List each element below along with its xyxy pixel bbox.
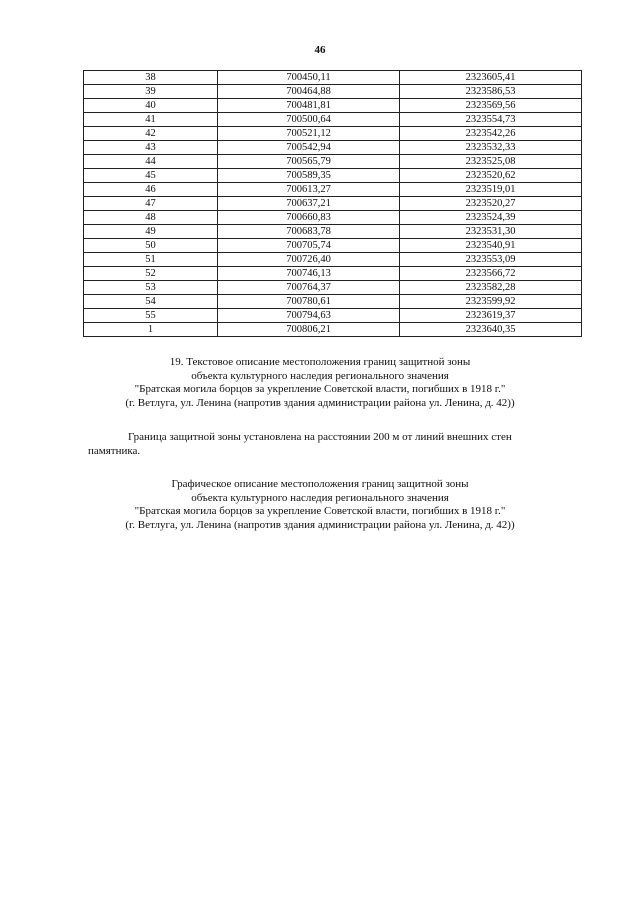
x-coordinate-cell: 700613,27	[218, 183, 400, 197]
point-number-cell: 46	[84, 183, 218, 197]
y-coordinate-cell: 2323540,91	[400, 239, 582, 253]
x-coordinate-cell: 700806,21	[218, 323, 400, 337]
x-coordinate-cell: 700683,78	[218, 225, 400, 239]
table-row	[84, 85, 582, 99]
x-coordinate-cell: 700660,83	[218, 211, 400, 225]
x-coordinate-cell: 700705,74	[218, 239, 400, 253]
table-row	[84, 225, 582, 239]
y-coordinate-cell: 2323619,37	[400, 309, 582, 323]
y-coordinate-cell: 2323582,28	[400, 281, 582, 295]
point-number-cell: 52	[84, 267, 218, 281]
point-number-cell: 55	[84, 309, 218, 323]
point-number-cell: 49	[84, 225, 218, 239]
point-number-cell: 48	[84, 211, 218, 225]
x-coordinate-cell: 700726,40	[218, 253, 400, 267]
text-heading-line-1: 19. Текстовое описание местоположения границ защитной зоны	[169, 356, 471, 368]
x-coordinate-cell: 700464,88	[218, 85, 400, 99]
table-row	[84, 155, 582, 169]
x-coordinate-cell: 700637,21	[218, 197, 400, 211]
y-coordinate-cell: 2323542,26	[400, 127, 582, 141]
point-number-cell: 53	[84, 281, 218, 295]
y-coordinate-cell: 2323520,62	[400, 169, 582, 183]
y-coordinate-cell: 2323605,41	[400, 71, 582, 85]
x-coordinate-cell: 700481,81	[218, 99, 400, 113]
x-coordinate-cell: 700746,13	[218, 267, 400, 281]
point-number-cell: 42	[84, 127, 218, 141]
coordinates-table	[83, 70, 582, 337]
graphic-heading-line-2: объекта культурного наследия регионального значения	[191, 491, 449, 504]
point-number-cell: 51	[84, 253, 218, 267]
table-row	[84, 253, 582, 267]
y-coordinate-cell: 2323569,56	[400, 99, 582, 113]
table-row	[84, 99, 582, 113]
coordinates-table-body	[84, 71, 582, 337]
point-number-cell: 40	[84, 99, 218, 113]
boundary-paragraph-line-1: Граница защитной зоны установлена на расстоянии 200 м от линий внешних стен	[128, 431, 512, 443]
point-number-cell: 41	[84, 113, 218, 127]
table-row	[84, 71, 582, 85]
table-row	[84, 295, 582, 309]
table-row	[84, 323, 582, 337]
y-coordinate-cell: 2323553,09	[400, 253, 582, 267]
point-number-cell: 44	[84, 155, 218, 169]
point-number-cell: 45	[84, 169, 218, 183]
boundary-paragraph	[88, 431, 588, 458]
point-number-cell: 1	[84, 323, 218, 337]
x-coordinate-cell: 700780,61	[218, 295, 400, 309]
point-number-cell: 47	[84, 197, 218, 211]
table-row	[84, 113, 582, 127]
table-row	[84, 141, 582, 155]
table-row	[84, 197, 582, 211]
point-number-cell: 54	[84, 295, 218, 309]
text-heading-line-2: объекта культурного наследия регионального значения	[191, 369, 449, 382]
boundary-paragraph-line-2: памятника.	[88, 444, 141, 457]
text-heading-line-4: (г. Ветлуга, ул. Ленина (напротив здания администрации района ул. Ленина, д. 42))	[125, 396, 515, 409]
y-coordinate-cell: 2323586,53	[400, 85, 582, 99]
x-coordinate-cell: 700794,63	[218, 309, 400, 323]
point-number-cell: 39	[84, 85, 218, 99]
table-row	[84, 169, 582, 183]
graphic-description-heading	[60, 478, 580, 532]
point-number-cell: 38	[84, 71, 218, 85]
y-coordinate-cell: 2323519,01	[400, 183, 582, 197]
y-coordinate-cell: 2323532,33	[400, 141, 582, 155]
y-coordinate-cell: 2323554,73	[400, 113, 582, 127]
graphic-heading-line-1: Графическое описание местоположения границ защитной зоны	[171, 478, 469, 490]
y-coordinate-cell: 2323531,30	[400, 225, 582, 239]
x-coordinate-cell: 700542,94	[218, 141, 400, 155]
y-coordinate-cell: 2323520,27	[400, 197, 582, 211]
point-number-cell: 43	[84, 141, 218, 155]
table-row	[84, 127, 582, 141]
text-heading-line-3: "Братская могила борцов за укрепление Советской власти, погибших в 1918 г."	[134, 383, 506, 395]
table-row	[84, 211, 582, 225]
table-row	[84, 239, 582, 253]
page-number: 46	[314, 44, 326, 56]
x-coordinate-cell: 700450,11	[218, 71, 400, 85]
y-coordinate-cell: 2323640,35	[400, 323, 582, 337]
x-coordinate-cell: 700500,64	[218, 113, 400, 127]
x-coordinate-cell: 700565,79	[218, 155, 400, 169]
graphic-heading-line-3: "Братская могила борцов за укрепление Советской власти, погибших в 1918 г."	[134, 505, 506, 517]
x-coordinate-cell: 700764,37	[218, 281, 400, 295]
table-row	[84, 281, 582, 295]
x-coordinate-cell: 700589,35	[218, 169, 400, 183]
point-number-cell: 50	[84, 239, 218, 253]
text-description-heading	[60, 356, 580, 410]
y-coordinate-cell: 2323599,92	[400, 295, 582, 309]
x-coordinate-cell: 700521,12	[218, 127, 400, 141]
y-coordinate-cell: 2323524,39	[400, 211, 582, 225]
graphic-heading-line-4: (г. Ветлуга, ул. Ленина (напротив здания администрации района ул. Ленина, д. 42))	[125, 518, 515, 531]
table-row	[84, 309, 582, 323]
table-row	[84, 183, 582, 197]
y-coordinate-cell: 2323566,72	[400, 267, 582, 281]
table-row	[84, 267, 582, 281]
y-coordinate-cell: 2323525,08	[400, 155, 582, 169]
